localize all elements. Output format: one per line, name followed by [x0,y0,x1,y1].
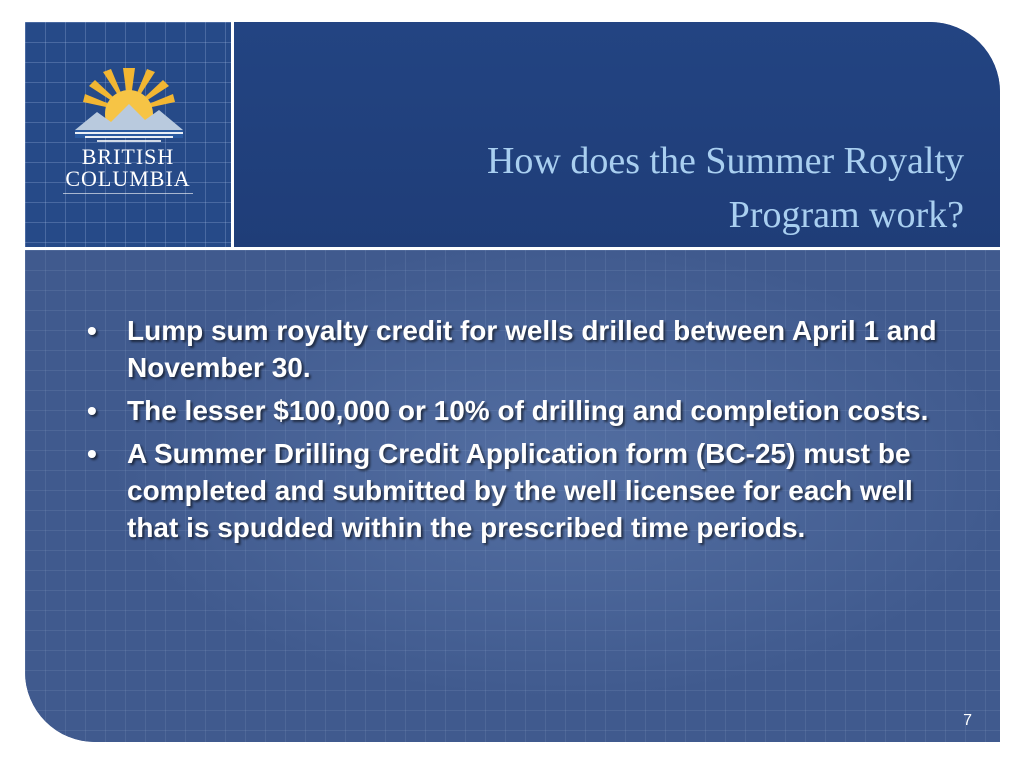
bullet-dot-icon: • [87,395,97,426]
slide-title-line-1: How does the Summer Royalty [486,140,964,182]
bullet-text: The lesser $100,000 or 10% of drilling and completion costs. [127,395,929,426]
page-number: 7 [963,712,972,729]
bullet-text: Lump sum royalty credit for wells drilled between April 1 and November 30. [127,315,937,383]
bullet-list [81,312,961,552]
bullet-dot-icon: • [87,315,97,346]
slide-title-line-2: Program work? [728,194,964,236]
slide-title [324,134,964,242]
bullet-item [81,312,961,386]
bc-sun-mountain-icon [71,68,187,148]
logo-text-columbia: COLUMBIA [65,166,191,191]
title-banner [25,22,1000,247]
slide-body [25,250,1000,742]
bullet-dot-icon: • [87,438,97,469]
bullet-item [81,435,961,546]
logo-text-british: BRITISH [81,144,175,169]
logo-underline [63,193,193,194]
bullet-text: A Summer Drilling Credit Application form (BC-25) must be completed and submitted by the well licensee for each well that is spudded within the prescribed time periods. [127,438,913,543]
logo-panel [25,22,234,247]
bullet-item [81,392,961,429]
slide [25,22,1000,742]
